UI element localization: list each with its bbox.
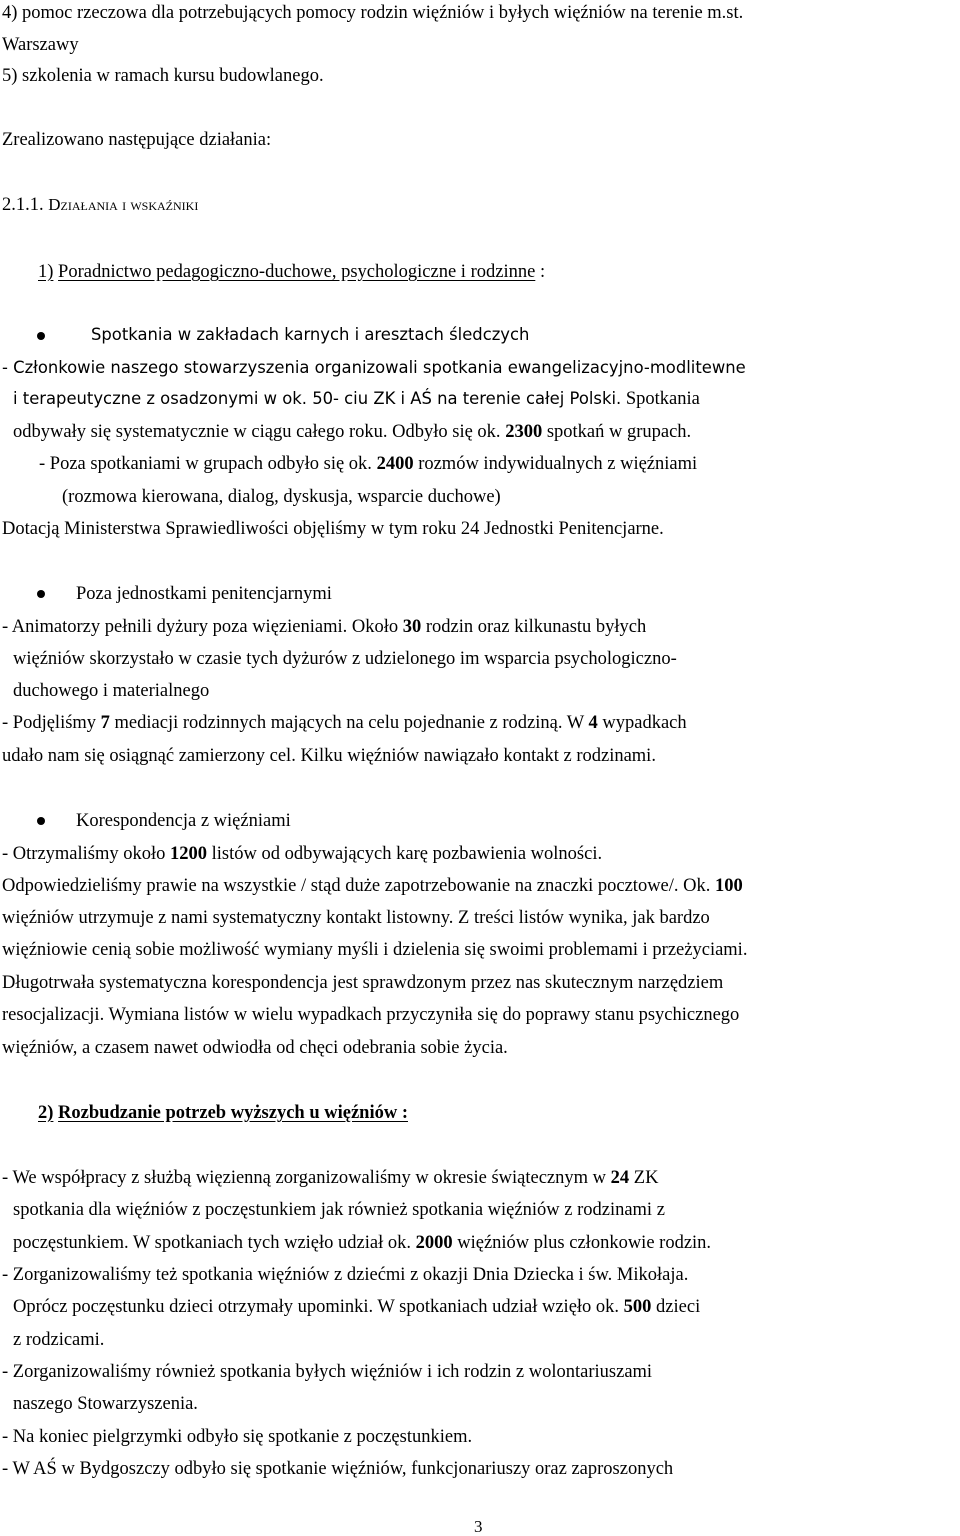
paragraph-line: Długotrwała systematyczna korespondencja jest sprawdzonym przez nas skutecznym narzędziem bbox=[2, 973, 724, 993]
text-span: listów od odbywających karę pozbawienia wolności. bbox=[207, 844, 603, 864]
page-number: 3 bbox=[474, 1517, 483, 1536]
bullet-icon bbox=[37, 332, 45, 340]
text-span: - Otrzymaliśmy około bbox=[2, 844, 171, 864]
bullet-label-spotkania: Spotkania w zakładach karnych i aresztach śledczych bbox=[91, 325, 530, 344]
subheading-1-number: 1) bbox=[38, 262, 54, 282]
text-span: mediacji rodzinnych mających na celu pojednanie z rodziną. W bbox=[109, 713, 589, 733]
paragraph-line: - Zorganizowaliśmy też spotkania więźniów z dziećmi z okazji Dnia Dziecka i św. Mikołaja. bbox=[2, 1265, 689, 1285]
text-span: dzieci bbox=[651, 1297, 701, 1317]
text-span: Oprócz poczęstunku dzieci otrzymały upominki. W spotkaniach udział wzięło ok. bbox=[13, 1297, 624, 1317]
paragraph-line bbox=[2, 1169, 658, 1188]
subheading-1-suffix: : bbox=[535, 262, 546, 282]
text-span: - We współpracy z służbą więzienną zorganizowaliśmy w okresie świątecznym w bbox=[2, 1168, 611, 1188]
paragraph-line: udało nam się osiągnąć zamierzony cel. Kilku więźniów nawiązało kontakt z rodzinami. bbox=[2, 746, 656, 766]
text-span: spotkań w grupach. bbox=[542, 422, 692, 442]
subheading-2 bbox=[38, 1104, 408, 1123]
text-span: - Poza spotkaniami w grupach odbyło się ok. bbox=[39, 454, 377, 474]
list-item-5: 5) szkolenia w ramach kursu budowlanego. bbox=[2, 66, 324, 86]
paragraph-line: więźniów skorzystało w czasie tych dyżurów z udzielonego im wsparcia psychologiczno- bbox=[13, 649, 677, 669]
paragraph-line: resocjalizacji. Wymiana listów w wielu wypadkach przyczyniła się do poprawy stanu psychicznego bbox=[2, 1005, 740, 1025]
subheading-2-title: Rozbudzanie potrzeb wyższych u więźniów : bbox=[58, 1103, 408, 1123]
number-highlight: 1200 bbox=[170, 844, 208, 864]
paragraph-line: (rozmowa kierowana, dialog, dyskusja, wsparcie duchowe) bbox=[62, 487, 501, 507]
text-span: i terapeutyczne z osadzonymi w ok. 50- ciu ZK i AŚ na terenie całej Polski. bbox=[13, 389, 622, 408]
section-title: Działania i wskaźniki bbox=[48, 195, 199, 214]
bullet-label-poza: Poza jednostkami penitencjarnymi bbox=[76, 584, 332, 604]
text-span: ZK bbox=[629, 1168, 659, 1188]
paragraph-line bbox=[13, 390, 700, 409]
list-item-4-continuation: Warszawy bbox=[2, 35, 79, 55]
number-highlight: 2400 bbox=[376, 454, 414, 474]
subheading-1-title: Poradnictwo pedagogiczno-duchowe, psychologiczne i rodzinne bbox=[58, 262, 536, 282]
paragraph-line: więźniów utrzymuje z nami systematyczny kontakt listowny. Z treści listów wynika, jak bardzo bbox=[2, 908, 710, 928]
section-heading bbox=[2, 196, 198, 215]
paragraph-line bbox=[13, 423, 691, 442]
paragraph-line: duchowego i materialnego bbox=[13, 681, 210, 701]
number-highlight: 2000 bbox=[415, 1233, 453, 1253]
paragraph-line: więźniów, a czasem nawet odwiodła od chęci odebrania sobie życia. bbox=[2, 1038, 508, 1058]
paragraph-line: - W AŚ w Bydgoszczy odbyło się spotkanie więźniów, funkcjonariuszy oraz zaproszonych bbox=[2, 1459, 674, 1479]
paragraph-line bbox=[2, 877, 743, 896]
paragraph-line bbox=[2, 714, 687, 733]
text-span: rozmów indywidualnych z więźniami bbox=[413, 454, 698, 474]
bullet-icon bbox=[37, 590, 45, 598]
paragraph-line bbox=[13, 1234, 711, 1253]
paragraph-line: naszego Stowarzyszenia. bbox=[13, 1394, 198, 1414]
paragraph-line: - Członkowie naszego stowarzyszenia organizowali spotkania ewangelizacyjno-modlitewne bbox=[2, 358, 746, 377]
text-span: odbywały się systematycznie w ciągu całego roku. Odbyło się ok. bbox=[13, 422, 506, 442]
intro-text: Zrealizowano następujące działania: bbox=[2, 130, 272, 150]
number-highlight: 24 bbox=[610, 1168, 630, 1188]
paragraph-line: z rodzicami. bbox=[13, 1330, 105, 1350]
text-span: - Podjęliśmy bbox=[2, 713, 101, 733]
number-highlight: 100 bbox=[715, 876, 743, 896]
text-span: - Animatorzy pełnili dyżury poza więzieniami. Około bbox=[2, 617, 403, 637]
paragraph-line bbox=[13, 1298, 700, 1317]
section-number: 2.1.1. bbox=[2, 195, 44, 215]
paragraph-line: spotkania dla więźniów z poczęstunkiem jak również spotkania więźniów z rodzinami z bbox=[13, 1200, 665, 1220]
number-highlight: 2300 bbox=[505, 422, 543, 442]
text-span: rodzin oraz kilkunastu byłych bbox=[421, 617, 647, 637]
number-highlight: 30 bbox=[402, 617, 422, 637]
bullet-label-korespondencja: Korespondencja z więźniami bbox=[76, 811, 291, 831]
paragraph-line bbox=[2, 618, 646, 637]
text-span: wypadkach bbox=[597, 713, 687, 733]
text-span: więźniów plus członkowie rodzin. bbox=[452, 1233, 712, 1253]
paragraph-line: - Na koniec pielgrzymki odbyło się spotkanie z poczęstunkiem. bbox=[2, 1427, 473, 1447]
number-highlight: 500 bbox=[623, 1297, 652, 1317]
subheading-1 bbox=[38, 263, 545, 282]
text-span: Spotkania bbox=[621, 389, 700, 409]
paragraph-line: więźniowie cenią sobie możliwość wymiany myśli i dzielenia się swoimi problemami i przeżyciami. bbox=[2, 940, 748, 960]
number-highlight: 4 bbox=[588, 713, 598, 733]
paragraph-line: Dotacją Ministerstwa Sprawiedliwości objęliśmy w tym roku 24 Jednostki Penitencjarne. bbox=[2, 519, 664, 539]
text-span: poczęstunkiem. W spotkaniach tych wzięło udział ok. bbox=[13, 1233, 416, 1253]
number-highlight: 7 bbox=[100, 713, 110, 733]
bullet-icon bbox=[37, 817, 45, 825]
paragraph-line: - Zorganizowaliśmy również spotkania byłych więźniów i ich rodzin z wolontariuszami bbox=[2, 1362, 653, 1382]
text-span: Odpowiedzieliśmy prawie na wszystkie / stąd duże zapotrzebowanie na znaczki pocztowe/. Ok. bbox=[2, 876, 716, 896]
paragraph-line bbox=[2, 845, 602, 864]
subheading-2-number: 2) bbox=[38, 1103, 54, 1123]
paragraph-line bbox=[39, 455, 697, 474]
list-item-4: 4) pomoc rzeczowa dla potrzebujących pomocy rodzin więźniów i byłych więźniów na terenie m.st. bbox=[2, 3, 744, 23]
